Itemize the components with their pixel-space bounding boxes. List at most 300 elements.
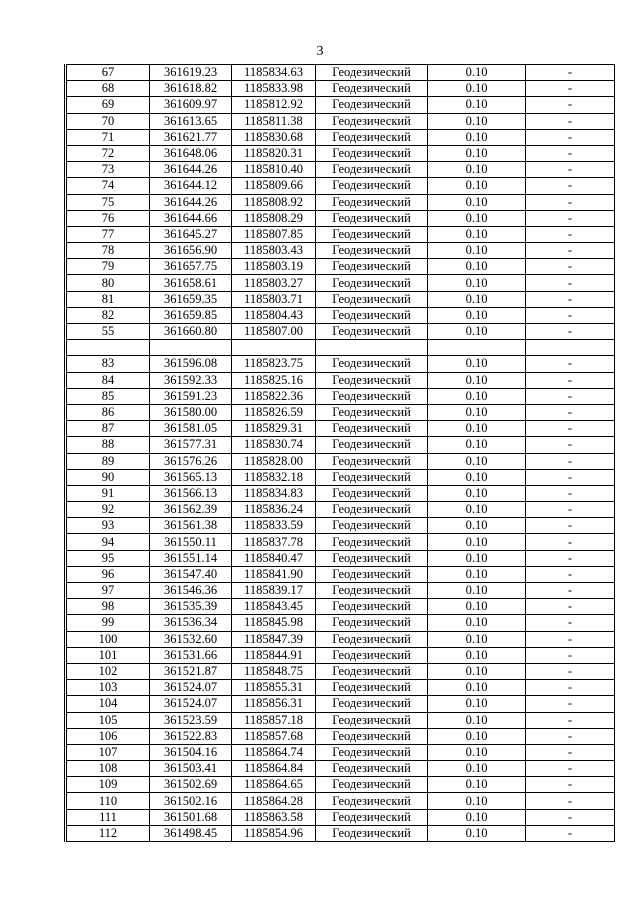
x-coordinate-cell: 361576.26 <box>150 453 232 469</box>
point-number-cell: 73 <box>66 162 150 178</box>
note-cell: - <box>526 275 615 291</box>
method-cell: Геодезический <box>316 615 428 631</box>
table-row <box>66 324 615 340</box>
y-coordinate-cell: 1185854.96 <box>232 825 316 841</box>
table-row <box>66 65 615 81</box>
table-row <box>66 583 615 599</box>
accuracy-cell: 0.10 <box>428 453 526 469</box>
accuracy-cell: 0.10 <box>428 81 526 97</box>
method-cell: Геодезический <box>316 178 428 194</box>
x-coordinate-cell: 361644.26 <box>150 162 232 178</box>
accuracy-cell: 0.10 <box>428 469 526 485</box>
y-coordinate-cell: 1185855.31 <box>232 680 316 696</box>
method-cell: Геодезический <box>316 599 428 615</box>
method-cell: Геодезический <box>316 437 428 453</box>
y-coordinate-cell: 1185807.00 <box>232 324 316 340</box>
accuracy-cell: 0.10 <box>428 680 526 696</box>
point-number-cell: 82 <box>66 307 150 323</box>
method-cell: Геодезический <box>316 502 428 518</box>
y-coordinate-cell: 1185864.74 <box>232 744 316 760</box>
method-cell: Геодезический <box>316 65 428 81</box>
note-cell: - <box>526 307 615 323</box>
point-number-cell: 85 <box>66 388 150 404</box>
method-cell: Геодезический <box>316 210 428 226</box>
x-coordinate-cell: 361619.23 <box>150 65 232 81</box>
method-cell: Геодезический <box>316 145 428 161</box>
note-cell: - <box>526 761 615 777</box>
accuracy-cell: 0.10 <box>428 437 526 453</box>
table-row <box>66 388 615 404</box>
accuracy-cell: 0.10 <box>428 275 526 291</box>
y-coordinate-cell: 1185843.45 <box>232 599 316 615</box>
method-cell: Геодезический <box>316 291 428 307</box>
note-cell: - <box>526 647 615 663</box>
table-row <box>66 809 615 825</box>
note-cell: - <box>526 663 615 679</box>
method-cell: Геодезический <box>316 793 428 809</box>
note-cell: - <box>526 583 615 599</box>
method-cell: Геодезический <box>316 728 428 744</box>
accuracy-cell: 0.10 <box>428 226 526 242</box>
note-cell: - <box>526 437 615 453</box>
accuracy-cell: 0.10 <box>428 291 526 307</box>
x-coordinate-cell: 361660.80 <box>150 324 232 340</box>
x-coordinate-cell: 361644.66 <box>150 210 232 226</box>
point-number-cell: 106 <box>66 728 150 744</box>
y-coordinate-cell: 1185836.24 <box>232 502 316 518</box>
x-coordinate-cell: 361503.41 <box>150 761 232 777</box>
note-cell: - <box>526 485 615 501</box>
accuracy-cell: 0.10 <box>428 599 526 615</box>
x-coordinate-cell: 361498.45 <box>150 825 232 841</box>
y-coordinate-cell <box>232 340 316 356</box>
note-cell: - <box>526 809 615 825</box>
accuracy-cell: 0.10 <box>428 324 526 340</box>
point-number-cell: 97 <box>66 583 150 599</box>
method-cell: Геодезический <box>316 469 428 485</box>
accuracy-cell: 0.10 <box>428 631 526 647</box>
method-cell <box>316 340 428 356</box>
note-cell: - <box>526 259 615 275</box>
x-coordinate-cell: 361521.87 <box>150 663 232 679</box>
method-cell: Геодезический <box>316 647 428 663</box>
accuracy-cell: 0.10 <box>428 307 526 323</box>
method-cell: Геодезический <box>316 825 428 841</box>
note-cell: - <box>526 372 615 388</box>
x-coordinate-cell: 361532.60 <box>150 631 232 647</box>
point-number-cell: 100 <box>66 631 150 647</box>
x-coordinate-cell: 361535.39 <box>150 599 232 615</box>
coordinates-table-body <box>66 65 615 842</box>
point-number-cell: 67 <box>66 65 150 81</box>
table-row <box>66 81 615 97</box>
point-number-cell: 70 <box>66 113 150 129</box>
y-coordinate-cell: 1185803.27 <box>232 275 316 291</box>
y-coordinate-cell: 1185832.18 <box>232 469 316 485</box>
x-coordinate-cell: 361547.40 <box>150 566 232 582</box>
accuracy-cell: 0.10 <box>428 583 526 599</box>
point-number-cell: 72 <box>66 145 150 161</box>
note-cell: - <box>526 291 615 307</box>
point-number-cell: 77 <box>66 226 150 242</box>
accuracy-cell: 0.10 <box>428 372 526 388</box>
coordinates-table-container <box>64 64 615 842</box>
x-coordinate-cell: 361561.38 <box>150 518 232 534</box>
x-coordinate-cell: 361522.83 <box>150 728 232 744</box>
table-row <box>66 663 615 679</box>
y-coordinate-cell: 1185839.17 <box>232 583 316 599</box>
point-number-cell: 96 <box>66 566 150 582</box>
note-cell <box>526 340 615 356</box>
method-cell: Геодезический <box>316 226 428 242</box>
y-coordinate-cell: 1185811.38 <box>232 113 316 129</box>
point-number-cell: 102 <box>66 663 150 679</box>
x-coordinate-cell: 361645.27 <box>150 226 232 242</box>
table-row <box>66 178 615 194</box>
note-cell: - <box>526 194 615 210</box>
point-number-cell: 83 <box>66 356 150 372</box>
y-coordinate-cell: 1185830.68 <box>232 129 316 145</box>
method-cell: Геодезический <box>316 307 428 323</box>
table-row <box>66 113 615 129</box>
accuracy-cell: 0.10 <box>428 566 526 582</box>
point-number-cell: 84 <box>66 372 150 388</box>
x-coordinate-cell: 361648.06 <box>150 145 232 161</box>
point-number-cell: 94 <box>66 534 150 550</box>
note-cell: - <box>526 631 615 647</box>
y-coordinate-cell: 1185822.36 <box>232 388 316 404</box>
point-number-cell: 68 <box>66 81 150 97</box>
method-cell: Геодезический <box>316 583 428 599</box>
point-number-cell: 75 <box>66 194 150 210</box>
point-number-cell: 101 <box>66 647 150 663</box>
table-row <box>66 599 615 615</box>
x-coordinate-cell: 361551.14 <box>150 550 232 566</box>
y-coordinate-cell: 1185807.85 <box>232 226 316 242</box>
point-number-cell: 74 <box>66 178 150 194</box>
table-row <box>66 469 615 485</box>
y-coordinate-cell: 1185808.92 <box>232 194 316 210</box>
y-coordinate-cell: 1185834.63 <box>232 65 316 81</box>
method-cell: Геодезический <box>316 663 428 679</box>
point-number-cell: 110 <box>66 793 150 809</box>
note-cell: - <box>526 178 615 194</box>
note-cell: - <box>526 550 615 566</box>
note-cell: - <box>526 793 615 809</box>
table-row <box>66 631 615 647</box>
table-row <box>66 421 615 437</box>
method-cell: Геодезический <box>316 324 428 340</box>
note-cell: - <box>526 145 615 161</box>
point-number-cell: 108 <box>66 761 150 777</box>
point-number-cell: 93 <box>66 518 150 534</box>
accuracy-cell: 0.10 <box>428 259 526 275</box>
table-row <box>66 485 615 501</box>
x-coordinate-cell: 361644.26 <box>150 194 232 210</box>
note-cell: - <box>526 81 615 97</box>
y-coordinate-cell: 1185830.74 <box>232 437 316 453</box>
y-coordinate-cell: 1185812.92 <box>232 97 316 113</box>
table-row <box>66 275 615 291</box>
accuracy-cell: 0.10 <box>428 761 526 777</box>
x-coordinate-cell: 361536.34 <box>150 615 232 631</box>
point-number-cell: 95 <box>66 550 150 566</box>
x-coordinate-cell: 361550.11 <box>150 534 232 550</box>
method-cell: Геодезический <box>316 81 428 97</box>
page-number: 3 <box>316 44 324 59</box>
accuracy-cell: 0.10 <box>428 777 526 793</box>
point-number-cell <box>66 340 150 356</box>
note-cell: - <box>526 113 615 129</box>
x-coordinate-cell: 361524.07 <box>150 696 232 712</box>
point-number-cell: 109 <box>66 777 150 793</box>
table-row <box>66 761 615 777</box>
table-row <box>66 502 615 518</box>
point-number-cell: 89 <box>66 453 150 469</box>
table-row <box>66 210 615 226</box>
note-cell: - <box>526 502 615 518</box>
method-cell: Геодезический <box>316 372 428 388</box>
x-coordinate-cell: 361562.39 <box>150 502 232 518</box>
accuracy-cell: 0.10 <box>428 65 526 81</box>
method-cell: Геодезический <box>316 453 428 469</box>
table-row <box>66 825 615 841</box>
method-cell: Геодезический <box>316 404 428 420</box>
accuracy-cell: 0.10 <box>428 129 526 145</box>
x-coordinate-cell: 361566.13 <box>150 485 232 501</box>
accuracy-cell: 0.10 <box>428 113 526 129</box>
x-coordinate-cell: 361644.12 <box>150 178 232 194</box>
x-coordinate-cell: 361591.23 <box>150 388 232 404</box>
x-coordinate-cell: 361524.07 <box>150 680 232 696</box>
method-cell: Геодезический <box>316 421 428 437</box>
table-row <box>66 518 615 534</box>
accuracy-cell: 0.10 <box>428 615 526 631</box>
note-cell: - <box>526 712 615 728</box>
point-number-cell: 76 <box>66 210 150 226</box>
table-row <box>66 226 615 242</box>
y-coordinate-cell: 1185864.84 <box>232 761 316 777</box>
table-row <box>66 777 615 793</box>
table-row <box>66 534 615 550</box>
y-coordinate-cell: 1185863.58 <box>232 809 316 825</box>
table-row <box>66 291 615 307</box>
point-number-cell: 80 <box>66 275 150 291</box>
x-coordinate-cell: 361613.65 <box>150 113 232 129</box>
accuracy-cell: 0.10 <box>428 97 526 113</box>
accuracy-cell: 0.10 <box>428 356 526 372</box>
point-number-cell: 90 <box>66 469 150 485</box>
table-row <box>66 162 615 178</box>
point-number-cell: 71 <box>66 129 150 145</box>
y-coordinate-cell: 1185828.00 <box>232 453 316 469</box>
table-row <box>66 340 615 356</box>
y-coordinate-cell: 1185803.43 <box>232 243 316 259</box>
y-coordinate-cell: 1185841.90 <box>232 566 316 582</box>
y-coordinate-cell: 1185857.68 <box>232 728 316 744</box>
note-cell: - <box>526 744 615 760</box>
accuracy-cell: 0.10 <box>428 744 526 760</box>
y-coordinate-cell: 1185864.65 <box>232 777 316 793</box>
note-cell: - <box>526 421 615 437</box>
y-coordinate-cell: 1185809.66 <box>232 178 316 194</box>
accuracy-cell: 0.10 <box>428 712 526 728</box>
x-coordinate-cell: 361657.75 <box>150 259 232 275</box>
y-coordinate-cell: 1185803.71 <box>232 291 316 307</box>
point-number-cell: 86 <box>66 404 150 420</box>
note-cell: - <box>526 453 615 469</box>
accuracy-cell: 0.10 <box>428 696 526 712</box>
note-cell: - <box>526 518 615 534</box>
x-coordinate-cell: 361659.85 <box>150 307 232 323</box>
point-number-cell: 88 <box>66 437 150 453</box>
method-cell: Геодезический <box>316 534 428 550</box>
method-cell: Геодезический <box>316 113 428 129</box>
x-coordinate-cell: 361502.16 <box>150 793 232 809</box>
point-number-cell: 111 <box>66 809 150 825</box>
y-coordinate-cell: 1185833.98 <box>232 81 316 97</box>
x-coordinate-cell: 361577.31 <box>150 437 232 453</box>
y-coordinate-cell: 1185837.78 <box>232 534 316 550</box>
method-cell: Геодезический <box>316 243 428 259</box>
x-coordinate-cell <box>150 340 232 356</box>
x-coordinate-cell: 361501.68 <box>150 809 232 825</box>
note-cell: - <box>526 566 615 582</box>
note-cell: - <box>526 356 615 372</box>
x-coordinate-cell: 361504.16 <box>150 744 232 760</box>
accuracy-cell: 0.10 <box>428 502 526 518</box>
table-row <box>66 550 615 566</box>
method-cell: Геодезический <box>316 631 428 647</box>
x-coordinate-cell: 361656.90 <box>150 243 232 259</box>
accuracy-cell: 0.10 <box>428 178 526 194</box>
table-row <box>66 372 615 388</box>
accuracy-cell <box>428 340 526 356</box>
y-coordinate-cell: 1185823.75 <box>232 356 316 372</box>
point-number-cell: 104 <box>66 696 150 712</box>
method-cell: Геодезический <box>316 550 428 566</box>
table-row <box>66 97 615 113</box>
x-coordinate-cell: 361565.13 <box>150 469 232 485</box>
point-number-cell: 105 <box>66 712 150 728</box>
accuracy-cell: 0.10 <box>428 534 526 550</box>
x-coordinate-cell: 361596.08 <box>150 356 232 372</box>
note-cell: - <box>526 97 615 113</box>
note-cell: - <box>526 680 615 696</box>
method-cell: Геодезический <box>316 162 428 178</box>
method-cell: Геодезический <box>316 194 428 210</box>
y-coordinate-cell: 1185847.39 <box>232 631 316 647</box>
accuracy-cell: 0.10 <box>428 421 526 437</box>
table-row <box>66 744 615 760</box>
table-row <box>66 404 615 420</box>
point-number-cell: 79 <box>66 259 150 275</box>
table-row <box>66 728 615 744</box>
method-cell: Геодезический <box>316 680 428 696</box>
x-coordinate-cell: 361621.77 <box>150 129 232 145</box>
note-cell: - <box>526 243 615 259</box>
method-cell: Геодезический <box>316 566 428 582</box>
accuracy-cell: 0.10 <box>428 243 526 259</box>
y-coordinate-cell: 1185857.18 <box>232 712 316 728</box>
y-coordinate-cell: 1185804.43 <box>232 307 316 323</box>
y-coordinate-cell: 1185845.98 <box>232 615 316 631</box>
accuracy-cell: 0.10 <box>428 388 526 404</box>
accuracy-cell: 0.10 <box>428 550 526 566</box>
x-coordinate-cell: 361592.33 <box>150 372 232 388</box>
note-cell: - <box>526 534 615 550</box>
method-cell: Геодезический <box>316 356 428 372</box>
accuracy-cell: 0.10 <box>428 194 526 210</box>
x-coordinate-cell: 361502.69 <box>150 777 232 793</box>
accuracy-cell: 0.10 <box>428 404 526 420</box>
table-row <box>66 259 615 275</box>
method-cell: Геодезический <box>316 275 428 291</box>
coordinates-table <box>64 64 615 842</box>
table-row <box>66 194 615 210</box>
x-coordinate-cell: 361618.82 <box>150 81 232 97</box>
note-cell: - <box>526 825 615 841</box>
method-cell: Геодезический <box>316 744 428 760</box>
point-number-cell: 103 <box>66 680 150 696</box>
y-coordinate-cell: 1185834.83 <box>232 485 316 501</box>
point-number-cell: 99 <box>66 615 150 631</box>
point-number-cell: 92 <box>66 502 150 518</box>
note-cell: - <box>526 388 615 404</box>
accuracy-cell: 0.10 <box>428 647 526 663</box>
y-coordinate-cell: 1185856.31 <box>232 696 316 712</box>
table-row <box>66 437 615 453</box>
table-row <box>66 615 615 631</box>
note-cell: - <box>526 65 615 81</box>
note-cell: - <box>526 696 615 712</box>
note-cell: - <box>526 615 615 631</box>
point-number-cell: 81 <box>66 291 150 307</box>
table-row <box>66 712 615 728</box>
y-coordinate-cell: 1185810.40 <box>232 162 316 178</box>
note-cell: - <box>526 210 615 226</box>
note-cell: - <box>526 728 615 744</box>
point-number-cell: 112 <box>66 825 150 841</box>
x-coordinate-cell: 361580.00 <box>150 404 232 420</box>
accuracy-cell: 0.10 <box>428 809 526 825</box>
point-number-cell: 78 <box>66 243 150 259</box>
table-row <box>66 696 615 712</box>
point-number-cell: 55 <box>66 324 150 340</box>
y-coordinate-cell: 1185833.59 <box>232 518 316 534</box>
method-cell: Геодезический <box>316 485 428 501</box>
table-row <box>66 145 615 161</box>
method-cell: Геодезический <box>316 809 428 825</box>
note-cell: - <box>526 162 615 178</box>
note-cell: - <box>526 777 615 793</box>
method-cell: Геодезический <box>316 259 428 275</box>
accuracy-cell: 0.10 <box>428 793 526 809</box>
method-cell: Геодезический <box>316 388 428 404</box>
x-coordinate-cell: 361531.66 <box>150 647 232 663</box>
note-cell: - <box>526 226 615 242</box>
method-cell: Геодезический <box>316 97 428 113</box>
method-cell: Геодезический <box>316 129 428 145</box>
accuracy-cell: 0.10 <box>428 162 526 178</box>
note-cell: - <box>526 324 615 340</box>
x-coordinate-cell: 361609.97 <box>150 97 232 113</box>
point-number-cell: 87 <box>66 421 150 437</box>
x-coordinate-cell: 361546.36 <box>150 583 232 599</box>
x-coordinate-cell: 361659.35 <box>150 291 232 307</box>
table-row <box>66 647 615 663</box>
accuracy-cell: 0.10 <box>428 518 526 534</box>
